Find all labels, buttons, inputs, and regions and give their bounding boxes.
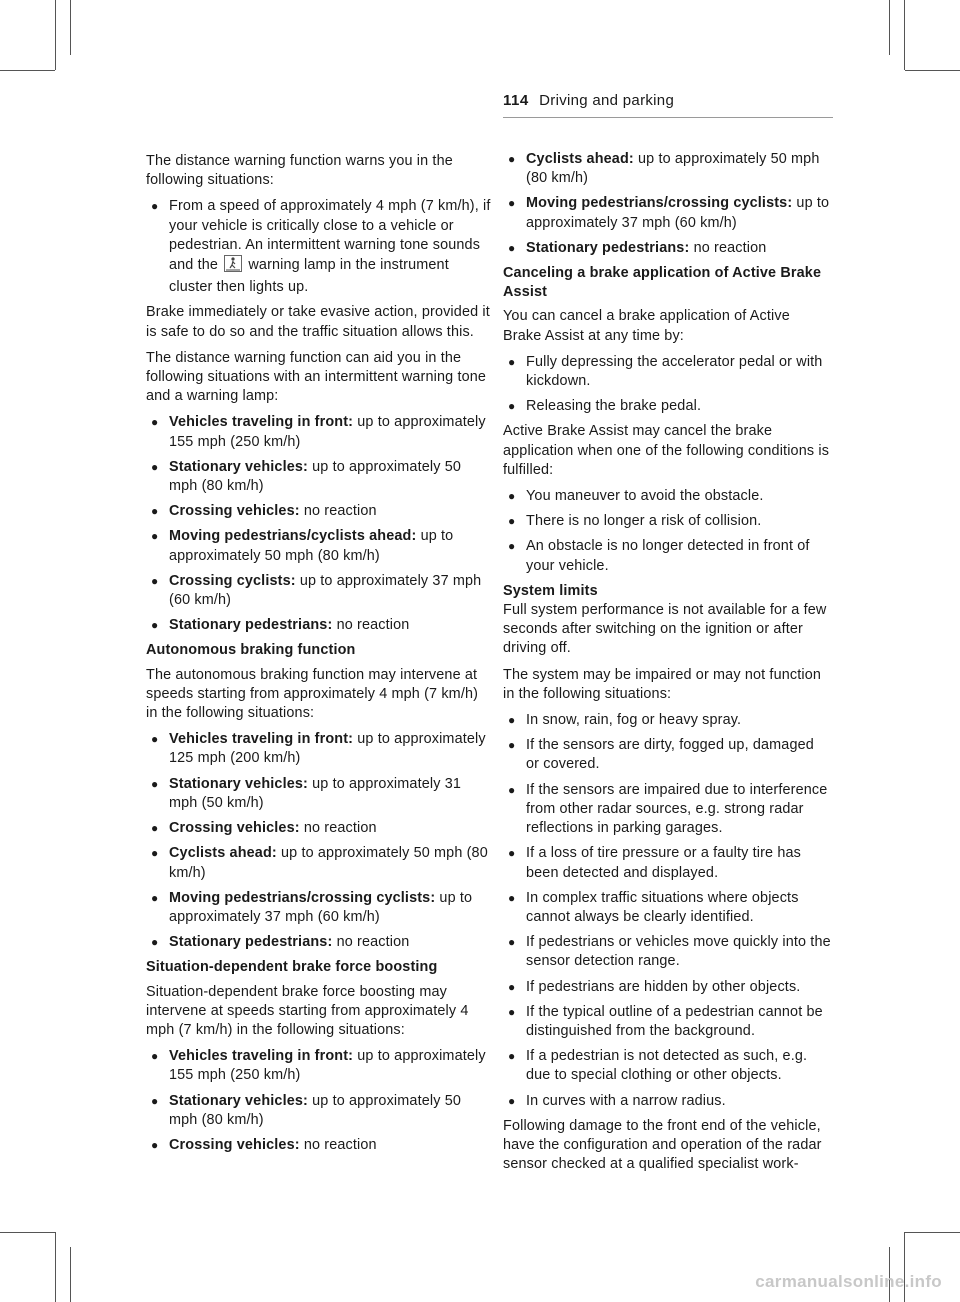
item-text: In snow, rain, fog or heavy spray. bbox=[526, 712, 742, 729]
bullet: ● bbox=[508, 782, 516, 797]
item-label: Vehicles traveling in front: bbox=[169, 1048, 354, 1065]
crop-mark bbox=[905, 70, 960, 71]
bullet: ● bbox=[151, 776, 159, 791]
list-item bbox=[146, 1047, 491, 1085]
item-text: There is no longer a risk of collision. bbox=[526, 513, 762, 530]
list-item bbox=[503, 781, 831, 839]
list-item bbox=[503, 150, 831, 188]
list-item-text: From a speed of approximately 4 mph (7 km/h), if your vehicle is critically close to a vehicle or pedestrian. An intermittent warning tone sounds and the bbox=[169, 198, 491, 274]
item-label: Vehicles traveling in front: bbox=[169, 731, 354, 748]
list-item bbox=[146, 572, 491, 610]
bullet: ● bbox=[151, 199, 159, 214]
list-item bbox=[503, 1092, 831, 1111]
list-item bbox=[503, 933, 831, 971]
list-item bbox=[503, 353, 831, 391]
item-label: Stationary pedestrians: bbox=[526, 239, 690, 256]
item-label: Stationary pedestrians: bbox=[169, 934, 333, 951]
item-text: no reaction bbox=[336, 934, 410, 951]
list-item bbox=[146, 413, 491, 451]
boost-situations bbox=[146, 1047, 491, 1155]
list-item bbox=[503, 194, 831, 232]
bullet: ● bbox=[508, 240, 516, 255]
bullet: ● bbox=[508, 399, 516, 414]
crop-mark bbox=[0, 1232, 55, 1233]
bullet: ● bbox=[151, 890, 159, 905]
bullet: ● bbox=[508, 738, 516, 753]
list-item bbox=[146, 527, 491, 565]
list-item bbox=[503, 512, 831, 531]
cancel-list bbox=[503, 353, 831, 417]
item-text: up to approximately 31 mph (50 km/h) bbox=[169, 775, 462, 811]
list-item bbox=[503, 1003, 831, 1041]
item-text: up to approximately 50 mph (80 km/h) bbox=[169, 458, 462, 495]
crop-mark bbox=[70, 1247, 71, 1302]
item-text: up to approximately 50 mph (80 km/h) bbox=[169, 528, 454, 564]
item-text: no reaction bbox=[336, 617, 410, 634]
list-item bbox=[146, 1136, 491, 1155]
left-column bbox=[146, 152, 491, 1161]
item-text: An obstacle is no longer detected in front of your vehicle. bbox=[526, 538, 810, 574]
crop-mark bbox=[55, 0, 56, 70]
bullet: ● bbox=[508, 935, 516, 950]
page-number: 114 bbox=[503, 92, 529, 109]
bullet: ● bbox=[508, 539, 516, 554]
bullet: ● bbox=[508, 1093, 516, 1108]
item-text: Fully depressing the accelerator pedal or with kickdown. bbox=[526, 353, 823, 390]
bullet: ● bbox=[508, 196, 516, 211]
item-text: up to approximately 50 mph (80 km/h) bbox=[169, 1092, 462, 1128]
list-item bbox=[503, 889, 831, 927]
bullet: ● bbox=[151, 1049, 159, 1064]
bullet: ● bbox=[151, 732, 159, 747]
list-item bbox=[503, 736, 831, 774]
list-item bbox=[503, 1047, 831, 1085]
list-item bbox=[146, 775, 491, 813]
item-text: up to approximately 50 mph (80 km/h) bbox=[169, 845, 488, 881]
bullet: ● bbox=[508, 846, 516, 861]
item-text: no reaction bbox=[303, 503, 377, 520]
item-label: Cyclists ahead: bbox=[526, 151, 634, 167]
item-label: Moving pedestrians/cyclists ahead: bbox=[169, 528, 417, 545]
list-item bbox=[503, 239, 831, 258]
bullet: ● bbox=[508, 354, 516, 369]
bullet: ● bbox=[508, 514, 516, 529]
header-rule bbox=[503, 117, 833, 118]
item-label: Cyclists ahead: bbox=[169, 845, 277, 862]
item-label: Crossing vehicles: bbox=[169, 820, 300, 837]
autonomous-paragraph: The autonomous braking function may intervene at speeds starting from approximately 4 mph (7 km/h) in the following situations: bbox=[146, 666, 479, 722]
bullet: ● bbox=[151, 573, 159, 588]
bullet: ● bbox=[151, 618, 159, 633]
item-label: Stationary vehicles: bbox=[169, 458, 308, 475]
list-item bbox=[146, 1092, 491, 1130]
boost-paragraph: Situation-dependent brake force boosting may intervene at speeds starting from approximately 4 mph (7 km/h) in the following situations: bbox=[146, 983, 469, 1038]
item-label: Moving pedestrians/crossing cyclists: bbox=[526, 195, 793, 212]
bullet: ● bbox=[508, 1004, 516, 1019]
page-header bbox=[503, 92, 833, 110]
bullet: ● bbox=[151, 935, 159, 950]
item-label: Stationary vehicles: bbox=[169, 775, 308, 792]
distance-warning-situations bbox=[146, 413, 491, 635]
limits-paragraph-1: Full system performance is not available for a few seconds after switching on the ignition or after driving off. bbox=[503, 602, 827, 657]
list-item bbox=[146, 933, 491, 952]
list-item bbox=[146, 889, 491, 927]
crop-mark bbox=[889, 0, 890, 55]
intro-paragraph: The distance warning function warns you in the following situations: bbox=[146, 153, 453, 189]
heading-autonomous-braking: Autonomous braking function bbox=[146, 642, 356, 659]
limits-paragraph-2: The system may be impaired or may not function in the following situations: bbox=[503, 666, 822, 702]
cancel-paragraph: You can cancel a brake application of Active Brake Assist at any time by: bbox=[503, 308, 790, 344]
section-title: Driving and parking bbox=[539, 92, 675, 109]
item-label: Stationary vehicles: bbox=[169, 1092, 308, 1109]
item-text: You maneuver to avoid the obstacle. bbox=[526, 488, 764, 505]
bullet: ● bbox=[151, 821, 159, 836]
item-text: If the typical outline of a pedestrian cannot be distinguished from the background. bbox=[526, 1003, 823, 1039]
intro-paragraph-2: The distance warning function can aid you in the following situations with an intermittent warning tone and a warning lamp: bbox=[146, 349, 487, 405]
crop-mark bbox=[905, 1232, 960, 1233]
item-text: up to approximately 50 mph (80 km/h) bbox=[526, 151, 820, 187]
heading-brake-force-boosting: Situation-dependent brake force boosting bbox=[146, 959, 438, 976]
list-item bbox=[146, 616, 491, 635]
crop-mark bbox=[70, 0, 71, 55]
bullet: ● bbox=[508, 152, 516, 166]
bullet: ● bbox=[151, 529, 159, 544]
item-text: up to approximately 37 mph (60 km/h) bbox=[169, 572, 482, 609]
item-text: no reaction bbox=[303, 820, 377, 837]
list-item bbox=[503, 711, 831, 730]
condition-list bbox=[503, 487, 831, 576]
bullet: ● bbox=[151, 1093, 159, 1108]
item-text: no reaction bbox=[303, 1136, 377, 1153]
bullet: ● bbox=[151, 415, 159, 430]
bullet: ● bbox=[508, 979, 516, 994]
bullet: ● bbox=[508, 713, 516, 728]
item-text: Releasing the brake pedal. bbox=[526, 398, 702, 415]
warning-list bbox=[146, 197, 491, 297]
distance-warning-lamp-icon bbox=[224, 255, 242, 278]
right-column bbox=[503, 150, 831, 1181]
list-item bbox=[503, 844, 831, 882]
list-item bbox=[503, 487, 831, 506]
item-text: If a pedestrian is not detected as such, e.g. due to special clothing or other objects. bbox=[526, 1048, 808, 1084]
item-text: up to approximately 125 mph (200 km/h) bbox=[169, 731, 486, 767]
watermark: carmanualsonline.info bbox=[755, 1272, 942, 1291]
item-label: Crossing vehicles: bbox=[169, 503, 300, 520]
item-text: In curves with a narrow radius. bbox=[526, 1092, 726, 1109]
list-item bbox=[146, 819, 491, 838]
crop-mark bbox=[55, 1232, 56, 1302]
crop-mark bbox=[0, 70, 55, 71]
list-item bbox=[146, 502, 491, 521]
item-text: up to approximately 37 mph (60 km/h) bbox=[526, 195, 830, 231]
list-item bbox=[146, 730, 491, 768]
item-label: Crossing cyclists: bbox=[169, 572, 296, 589]
bullet: ● bbox=[508, 1049, 516, 1064]
item-text: no reaction bbox=[693, 239, 767, 256]
bullet: ● bbox=[508, 489, 516, 504]
item-text: If pedestrians are hidden by other objects. bbox=[526, 978, 801, 995]
limits-list bbox=[503, 711, 831, 1111]
item-label: Vehicles traveling in front: bbox=[169, 414, 354, 431]
item-text: If pedestrians or vehicles move quickly into the sensor detection range. bbox=[526, 934, 831, 970]
item-text: If the sensors are dirty, fogged up, damaged or covered. bbox=[526, 737, 814, 773]
boost-situations-continued bbox=[503, 150, 831, 258]
heading-system-limits: System limits bbox=[503, 582, 598, 599]
brake-paragraph: Brake immediately or take evasive action, provided it is safe to do so and the traffic situation allows this. bbox=[146, 304, 490, 340]
item-text: If a loss of tire pressure or a faulty tire has been detected and displayed. bbox=[526, 845, 801, 881]
bullet: ● bbox=[508, 890, 516, 905]
heading-cancel-brake-application: Canceling a brake application of Active Brake Assist bbox=[503, 265, 822, 301]
damage-paragraph: Following damage to the front end of the vehicle, have the configuration and operation of the radar sensor checked at a qualified specialist work- bbox=[503, 1117, 822, 1173]
bullet: ● bbox=[151, 846, 159, 861]
item-text: If the sensors are impaired due to interference from other radar sources, e.g. strong radar reflections in parking garages. bbox=[526, 781, 828, 837]
list-item bbox=[503, 537, 831, 575]
item-label: Stationary pedestrians: bbox=[169, 617, 333, 634]
autonomous-braking-situations bbox=[146, 730, 491, 952]
cancel-paragraph-2: Active Brake Assist may cancel the brake application when one of the following conditions is fulfilled: bbox=[503, 423, 830, 478]
item-label: Moving pedestrians/crossing cyclists: bbox=[169, 889, 436, 906]
item-label: Crossing vehicles: bbox=[169, 1136, 300, 1153]
list-item bbox=[146, 844, 491, 882]
item-text: up to approximately 155 mph (250 km/h) bbox=[169, 414, 486, 450]
bullet: ● bbox=[151, 1137, 159, 1152]
item-text: In complex traffic situations where objects cannot always be clearly identified. bbox=[526, 889, 799, 925]
bullet: ● bbox=[151, 504, 159, 519]
bullet: ● bbox=[151, 459, 159, 474]
list-item bbox=[146, 458, 491, 496]
item-text: up to approximately 155 mph (250 km/h) bbox=[169, 1048, 486, 1084]
list-item-text: warning lamp in the instrument cluster then lights up. bbox=[169, 257, 449, 296]
list-item bbox=[503, 397, 831, 416]
list-item bbox=[146, 197, 491, 297]
item-text: up to approximately 37 mph (60 km/h) bbox=[169, 889, 473, 925]
crop-mark bbox=[904, 0, 905, 70]
list-item bbox=[503, 978, 831, 997]
